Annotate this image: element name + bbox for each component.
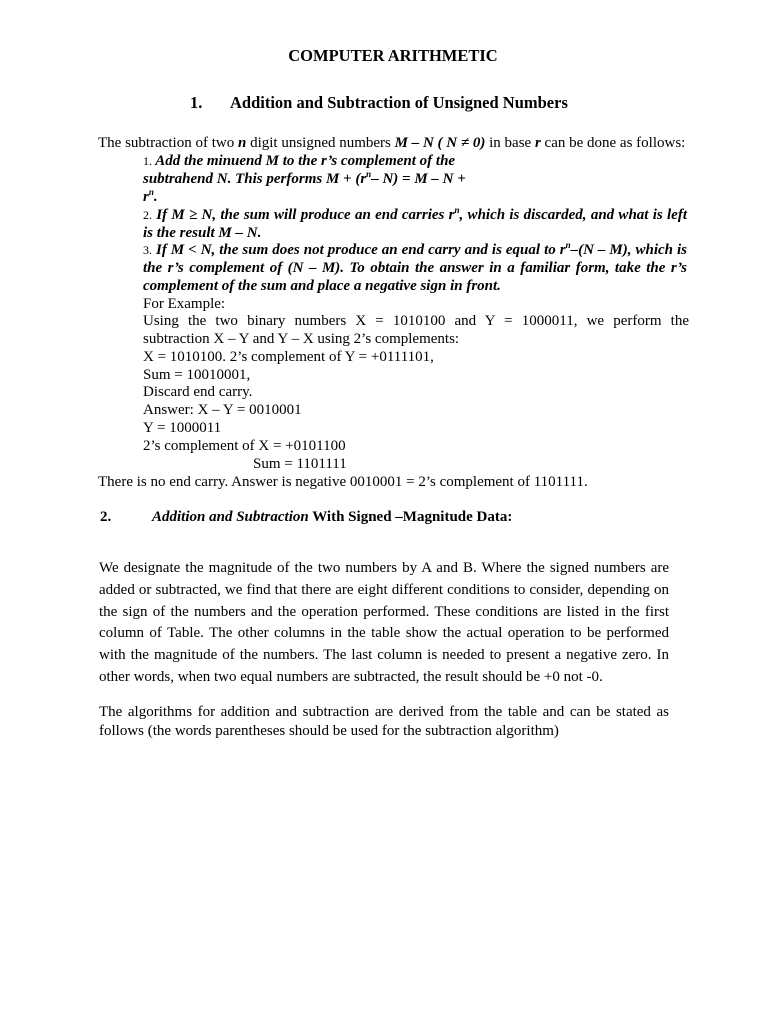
section-1-heading-text: Addition and Subtraction of Unsigned Numbers bbox=[230, 93, 568, 112]
section-2-paragraph-1 bbox=[99, 558, 669, 689]
step-1-text-2a: subtrahend N. This performs M + (r bbox=[143, 171, 367, 187]
section-2-heading-italic: Addition and Subtraction bbox=[152, 509, 309, 525]
example-line-6: Answer: X – Y = 0010001 bbox=[143, 402, 302, 418]
example-line-9: Sum = 1101111 bbox=[253, 456, 347, 472]
step-2-text-1a: If M ≥ N, the sum will produce an end carries r bbox=[152, 207, 455, 223]
step-1-text-3a: r bbox=[143, 189, 149, 205]
paragraph-1-line: We designate the magnitude of the two numbers by A and B. Where the signed numbers are bbox=[99, 560, 669, 576]
step-2-text-1b: , which is discarded, and what is left bbox=[459, 207, 687, 223]
section-2-heading bbox=[100, 509, 512, 526]
step-1-line-1 bbox=[143, 152, 455, 170]
step-3-sup: n bbox=[565, 240, 571, 250]
step-3-number: 3. bbox=[143, 243, 152, 257]
conclusion-line: There is no end carry. Answer is negative 0010001 = 2’s complement of 1101111. bbox=[98, 474, 588, 490]
step-1-line-2 bbox=[143, 170, 466, 188]
paragraph-1-line: the sign of the numbers and the operation performed. These conditions are listed in the first bbox=[99, 603, 669, 620]
section-1-heading bbox=[190, 93, 568, 113]
example-line-3: X = 1010100. 2’s complement of Y = +0111101, bbox=[143, 349, 434, 365]
step-2-line-2: is the result M – N. bbox=[143, 225, 262, 241]
section-2-heading-rest: With Signed –Magnitude Data: bbox=[308, 509, 513, 525]
step-1-number: 1. bbox=[143, 154, 152, 168]
step-3-line-1 bbox=[143, 241, 687, 259]
section-2-number: 2. bbox=[100, 509, 112, 525]
example-line-2: subtraction X – Y and Y – X using 2’s complements: bbox=[143, 331, 460, 347]
step-1-text-2b: – N) = M – N + bbox=[371, 171, 466, 187]
intro-text-c: in base bbox=[485, 135, 535, 151]
paragraph-2-line: The algorithms for addition and subtraction are derived from the table and can be stated as bbox=[99, 704, 669, 720]
example-line-7: Y = 1000011 bbox=[143, 420, 222, 436]
step-2-sup: n bbox=[454, 205, 460, 215]
step-3-line-3: complement of the sum and place a negative sign in front. bbox=[143, 278, 501, 294]
example-line-4: Sum = 10010001, bbox=[143, 367, 251, 383]
intro-r: r bbox=[534, 135, 541, 151]
step-3-line-2: the r’s complement of (N – M). To obtain the answer in a familiar form, take the r’s bbox=[143, 260, 687, 276]
step-3-text-1b: –(N – M), which is bbox=[570, 242, 687, 258]
paragraph-1-line: column of Table. The other columns in the table show the actual operation to be performed bbox=[99, 625, 669, 642]
intro-n: n bbox=[237, 135, 247, 151]
step-1-line-3 bbox=[143, 188, 158, 206]
document-title: COMPUTER ARITHMETIC bbox=[288, 46, 498, 65]
paragraph-1-line: with the magnitude of the numbers. The last column is needed to present a negative zero. In bbox=[99, 647, 669, 664]
step-2-number: 2. bbox=[143, 208, 152, 222]
intro-text-a: The subtraction of two bbox=[98, 135, 238, 151]
example-line-5: Discard end carry. bbox=[143, 384, 253, 400]
example-line-8: 2’s complement of X = +0101100 bbox=[143, 438, 346, 454]
section-1-number: 1. bbox=[190, 93, 203, 112]
example-line-1: Using the two binary numbers X = 1010100 and Y = 1000011, we perform the bbox=[143, 313, 689, 329]
intro-line bbox=[98, 134, 685, 152]
intro-text-b: digit unsigned numbers bbox=[246, 135, 395, 151]
step-1-text-1: Add the minuend M to the r’s complement of the bbox=[152, 153, 456, 169]
step-1-sup-2: n bbox=[148, 187, 154, 197]
intro-text-d: can be done as follows: bbox=[540, 135, 686, 151]
intro-expression: M – N ( N ≠ 0) bbox=[394, 135, 486, 151]
paragraph-2-line: follows (the words parentheses should be used for the subtraction algorithm) bbox=[99, 723, 559, 739]
step-1-text-3b: . bbox=[153, 189, 158, 205]
paragraph-1-line: added or subtracted, we find that there are eight different conditions to consider, depending on bbox=[99, 581, 669, 598]
step-1-sup-1: n bbox=[366, 169, 372, 179]
step-3-text-1a: If M < N, the sum does not produce an end carry and is equal to r bbox=[152, 242, 566, 258]
section-2-paragraph-2 bbox=[99, 703, 669, 741]
example-label: For Example: bbox=[143, 296, 226, 312]
paragraph-1-line: other words, when two equal numbers are subtracted, the result should be +0 not -0. bbox=[99, 668, 603, 685]
step-2-line-1 bbox=[143, 206, 687, 224]
